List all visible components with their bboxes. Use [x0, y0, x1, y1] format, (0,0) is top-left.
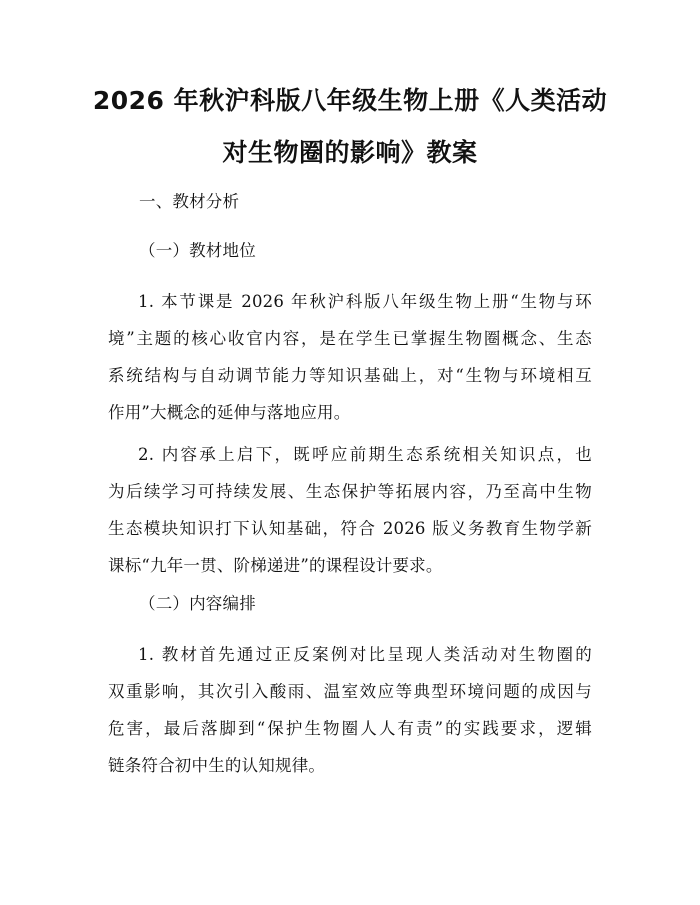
document-title-line-2: 对生物圈的影响》教案 — [222, 138, 478, 167]
paragraph-1-line: 系统结构与自动调节能力等知识基础上，对“生物与环境相互 — [108, 366, 592, 385]
subsection-heading-textbook-position: （一）教材地位 — [139, 241, 256, 260]
paragraph-3-line: 危害，最后落脚到“保护生物圈人人有责”的实践要求，逻辑 — [108, 719, 592, 738]
paragraph-3 — [108, 636, 592, 784]
subsection-heading-content-arrangement: （二）内容编排 — [139, 594, 256, 613]
paragraph-1-line: 境”主题的核心收官内容，是在学生已掌握生物圈概念、生态 — [108, 329, 592, 348]
paragraph-3-line: 双重影响，其次引入酸雨、温室效应等典型环境问题的成因与 — [108, 682, 592, 701]
paragraph-2-line: 课标“九年一贯、阶梯递进”的课程设计要求。 — [108, 556, 443, 575]
paragraph-2-line: 为后续学习可持续发展、生态保护等拓展内容，乃至高中生物 — [108, 482, 592, 501]
paragraph-2-line: 2. 内容承上启下，既呼应前期生态系统相关知识点，也 — [138, 445, 592, 464]
paragraph-1-line: 作用”大概念的延伸与落地应用。 — [108, 403, 351, 422]
document-title-line-1: 2026 年秋沪科版八年级生物上册《人类活动 — [92, 86, 608, 115]
paragraph-3-line: 1. 教材首先通过正反案例对比呈现人类活动对生物圈的 — [138, 645, 592, 664]
paragraph-1 — [108, 283, 592, 431]
paragraph-3-line: 链条符合初中生的认知规律。 — [108, 756, 326, 775]
paragraph-2 — [108, 436, 592, 584]
section-heading-textbook-analysis: 一、教材分析 — [139, 192, 240, 211]
paragraph-2-line: 生态模块知识打下认知基础，符合 2026 版义务教育生物学新 — [108, 519, 592, 538]
paragraph-1-line: 1. 本节课是 2026 年秋沪科版八年级生物上册“生物与环 — [138, 292, 592, 311]
